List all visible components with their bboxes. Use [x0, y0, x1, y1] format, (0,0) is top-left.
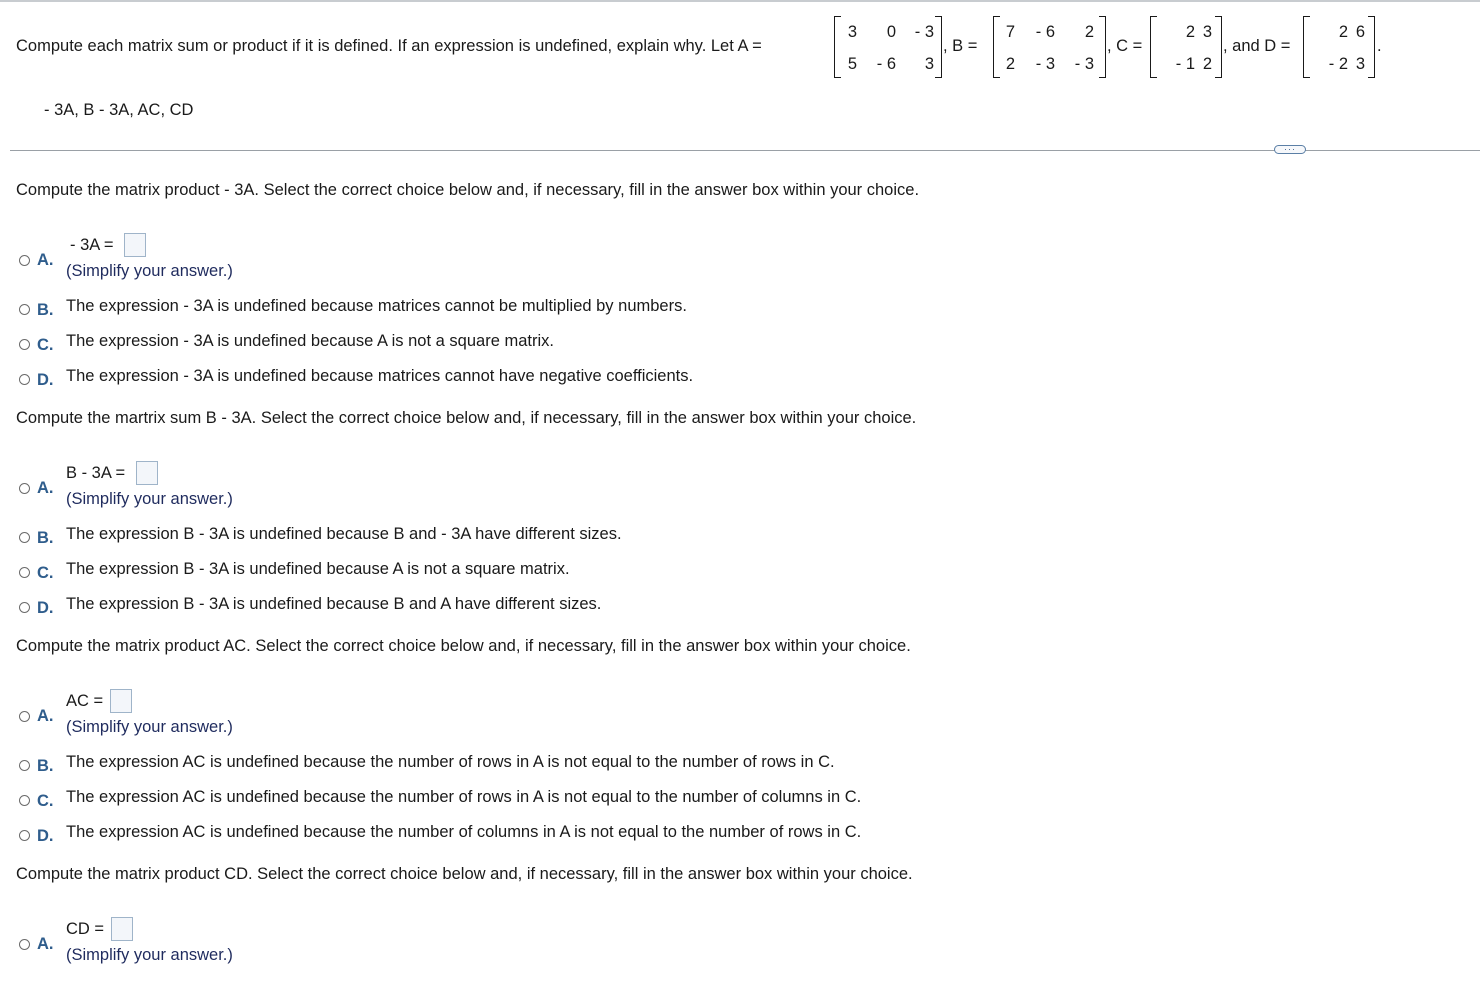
- choice-letter: A.: [37, 935, 54, 953]
- question-prompt: Compute the martrix sum B - 3A. Select the correct choice below and, if necessary, fill in the answer box within your choice.: [16, 409, 917, 427]
- answer-input[interactable]: [136, 461, 158, 485]
- choice-letter: D.: [37, 827, 54, 845]
- choice-c-radio[interactable]: [19, 339, 30, 350]
- choice-b-radio[interactable]: [19, 304, 30, 315]
- choice-letter: C.: [37, 336, 54, 354]
- choice-d-radio[interactable]: [19, 602, 30, 613]
- choice-d-radio[interactable]: [19, 374, 30, 385]
- choice-a-radio[interactable]: [19, 939, 30, 950]
- problem-statement: Compute each matrix sum or product if it is defined. If an expression is undefined, explain why. Let A =: [16, 37, 762, 55]
- simplify-hint: (Simplify your answer.): [66, 490, 233, 508]
- choice-letter: B.: [37, 529, 54, 547]
- answer-label: CD =: [66, 920, 105, 938]
- matrix-b-cell: 7: [1005, 23, 1015, 41]
- end-period: .: [1377, 37, 1382, 55]
- choice-text: The expression - 3A is undefined because matrices cannot be multiplied by numbers.: [66, 297, 687, 315]
- simplify-hint: (Simplify your answer.): [66, 946, 233, 964]
- separator-b: , B =: [943, 37, 978, 55]
- choice-b-radio[interactable]: [19, 760, 30, 771]
- matrix-d-cell: 3: [1355, 55, 1365, 73]
- choice-letter: B.: [37, 757, 54, 775]
- choice-letter: A.: [37, 479, 54, 497]
- matrix-a-cell: 0: [886, 23, 896, 41]
- choice-c-radio[interactable]: [19, 795, 30, 806]
- question-prompt: Compute the matrix product - 3A. Select the correct choice below and, if necessary, fill in the answer box within your choice.: [16, 181, 920, 199]
- choice-a-radio[interactable]: [19, 483, 30, 494]
- matrix-b-cell: - 3: [1074, 55, 1094, 73]
- matrix-a: [834, 16, 942, 78]
- matrix-a-cell: - 3: [914, 23, 934, 41]
- choice-a-radio[interactable]: [19, 711, 30, 722]
- choice-letter: A.: [37, 251, 54, 269]
- choice-d-radio[interactable]: [19, 830, 30, 841]
- matrix-c-cell: 2: [1202, 55, 1212, 73]
- simplify-hint: (Simplify your answer.): [66, 718, 233, 736]
- choice-c-radio[interactable]: [19, 567, 30, 578]
- matrix-c-cell: - 1: [1175, 55, 1195, 73]
- choice-text: The expression B - 3A is undefined because A is not a square matrix.: [66, 560, 570, 578]
- choice-text: The expression AC is undefined because the number of columns in A is not equal to the number of rows in C.: [66, 823, 862, 841]
- choice-a-radio[interactable]: [19, 255, 30, 266]
- expressions-list: - 3A, B - 3A, AC, CD: [44, 101, 194, 119]
- matrix-b: [993, 16, 1106, 78]
- matrix-c-cell: 3: [1202, 23, 1212, 41]
- matrix-d: [1303, 16, 1375, 78]
- choice-text: The expression B - 3A is undefined because B and A have different sizes.: [66, 595, 602, 613]
- simplify-hint: (Simplify your answer.): [66, 262, 233, 280]
- choice-text: The expression B - 3A is undefined because B and - 3A have different sizes.: [66, 525, 622, 543]
- answer-input[interactable]: [124, 233, 146, 257]
- choice-letter: D.: [37, 599, 54, 617]
- choice-letter: B.: [37, 301, 54, 319]
- choice-text: The expression - 3A is undefined because A is not a square matrix.: [66, 332, 554, 350]
- choice-letter: A.: [37, 707, 54, 725]
- matrix-d-cell: - 2: [1328, 55, 1348, 73]
- answer-label: AC =: [66, 692, 104, 710]
- matrix-b-cell: - 6: [1035, 23, 1055, 41]
- matrix-d-cell: 6: [1355, 23, 1365, 41]
- choice-text: The expression AC is undefined because the number of rows in A is not equal to the number of columns in C.: [66, 788, 862, 806]
- divider: [10, 150, 1480, 151]
- matrix-c-cell: 2: [1185, 23, 1195, 41]
- matrix-b-cell: 2: [1005, 55, 1015, 73]
- more-button[interactable]: ···: [1274, 145, 1306, 154]
- matrix-b-cell: 2: [1084, 23, 1094, 41]
- matrix-a-cell: 3: [924, 55, 934, 73]
- choice-letter: C.: [37, 792, 54, 810]
- answer-input[interactable]: [111, 917, 133, 941]
- separator-c: , C =: [1107, 37, 1143, 55]
- matrix-a-cell: 3: [847, 23, 857, 41]
- answer-label: B - 3A =: [66, 464, 126, 482]
- choice-b-radio[interactable]: [19, 532, 30, 543]
- choice-text: The expression AC is undefined because the number of rows in A is not equal to the number of rows in C.: [66, 753, 835, 771]
- matrix-c: [1150, 16, 1222, 78]
- answer-label: - 3A =: [70, 236, 114, 254]
- question-prompt: Compute the matrix product AC. Select the correct choice below and, if necessary, fill in the answer box within your choice.: [16, 637, 911, 655]
- matrix-a-cell: 5: [847, 55, 857, 73]
- matrix-a-cell: - 6: [876, 55, 896, 73]
- choice-text: The expression - 3A is undefined because matrices cannot have negative coefficients.: [66, 367, 694, 385]
- separator-d: , and D =: [1223, 37, 1291, 55]
- choice-letter: C.: [37, 564, 54, 582]
- matrix-b-cell: - 3: [1035, 55, 1055, 73]
- question-prompt: Compute the matrix product CD. Select the correct choice below and, if necessary, fill in the answer box within your choice.: [16, 865, 913, 883]
- choice-letter: D.: [37, 371, 54, 389]
- matrix-d-cell: 2: [1338, 23, 1348, 41]
- answer-input[interactable]: [110, 689, 132, 713]
